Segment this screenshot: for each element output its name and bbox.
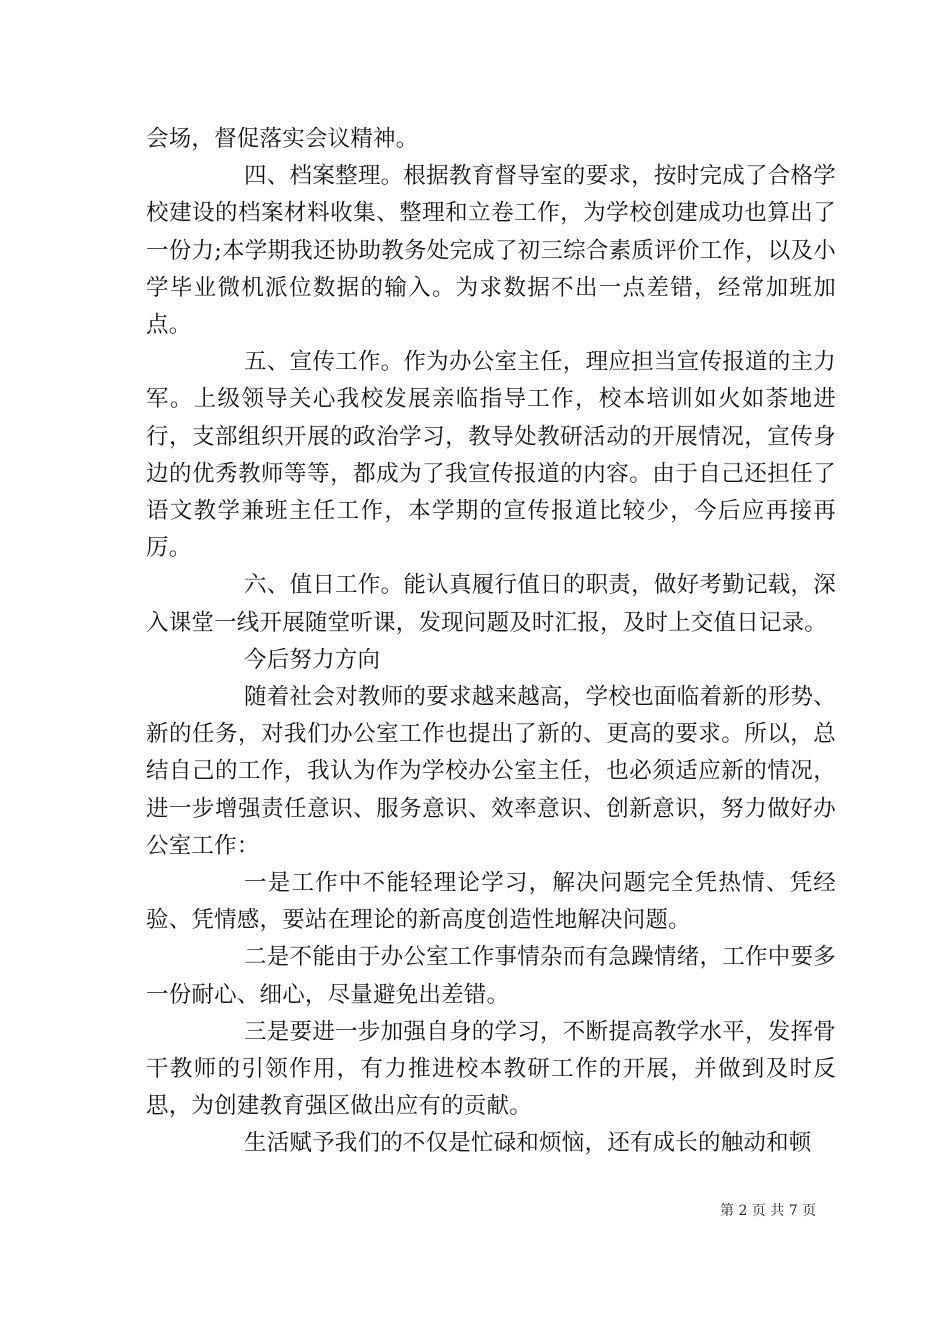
paragraph-duty-work: 六、值日工作。能认真履行值日的职责，做好考勤记载，深入课堂一线开展随堂听课，发现问题及时汇报，及时上交值日记录。 [146,572,836,636]
paragraph-continuation: 会场，督促落实会议精神。 [146,126,419,152]
document-body [146,121,836,1163]
section-heading-future-direction: 今后努力方向 [244,646,381,673]
paragraph-point-one: 一是工作中不能轻理论学习，解决问题完全凭热情、凭经验、凭情感，要站在理论的新高度创造性地解决问题。 [146,870,836,934]
paragraph-archive-work: 四、档案整理。根据教育督导室的要求，按时完成了合格学校建设的档案材料收集、整理和立卷工作，为学校创建成功也算出了一份力;本学期我还协助教务处完成了初三综合素质评价工作，以及小学毕业微机派位数据的输入。为求数据不出一点差错，经常加班加点。 [146,163,836,339]
paragraph-point-three: 三是要进一步加强自身的学习，不断提高教学水平，发挥骨干教师的引领作用，有力推进校本教研工作的开展，并做到及时反思，为创建教育强区做出应有的贡献。 [146,1018,836,1120]
paragraph-closing: 生活赋予我们的不仅是忙碌和烦恼，还有成长的触动和顿 [244,1130,812,1157]
paragraph-point-two: 二是不能由于办公室工作事情杂而有急躁情绪，工作中要多一份耐心、细心，尽量避免出差错。 [146,944,836,1008]
page-number: 第 2 页 共 7 页 [720,1203,817,1219]
paragraph-future-intro: 随着社会对教师的要求越来越高，学校也面临着新的形势、新的任务，对我们办公室工作也提出了新的、更高的要求。所以，总结自己的工作，我认为作为学校办公室主任，也必须适应新的情况，进一步增强责任意识、服务意识、效率意识、创新意识，努力做好办公室工作： [146,684,836,859]
paragraph-publicity-work: 五、宣传工作。作为办公室主任，理应担当宣传报道的主力军。上级领导关心我校发展亲临指导工作，校本培训如火如荼地进行，支部组织开展的政治学习，教导处教研活动的开展情况，宣传身边的优秀教师等等，都成为了我宣传报道的内容。由于自己还担任了语文教学兼班主任工作，本学期的宣传报道比较少，今后应再接再厉。 [146,349,836,562]
